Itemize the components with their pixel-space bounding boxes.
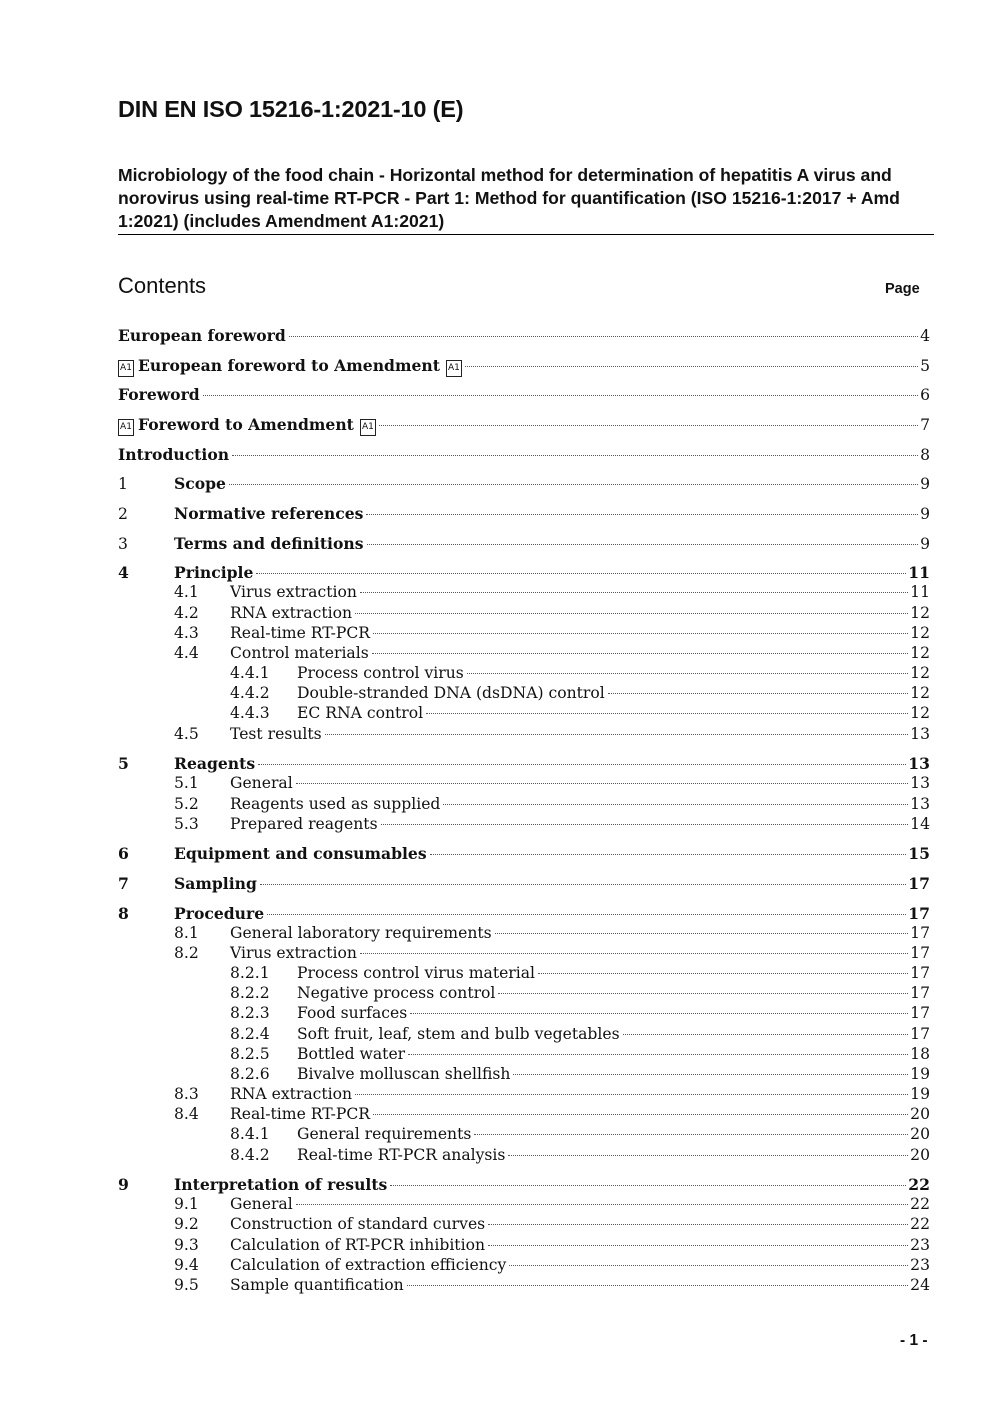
toc-leader	[258, 764, 906, 765]
toc-entry-title: General requirements	[297, 1125, 472, 1143]
toc-entry-page: 12	[910, 604, 930, 622]
toc-entry-foreword[interactable]	[118, 385, 930, 405]
toc-entry-page: 23	[910, 1236, 930, 1254]
toc-entry-section-8-2-4[interactable]	[118, 1025, 930, 1045]
toc-entry-title: Principle	[174, 563, 254, 582]
toc-entry-number: 9	[118, 1175, 129, 1194]
toc-entry-page: 9	[920, 505, 930, 523]
toc-entry-number: 8.3	[174, 1085, 199, 1103]
toc-entry-title: Virus extraction	[230, 583, 357, 601]
toc-leader	[390, 1185, 906, 1186]
toc-entry-section-9-2[interactable]	[118, 1215, 930, 1235]
toc-entry-page: 12	[910, 624, 930, 642]
toc-entry-title: Soft fruit, leaf, stem and bulb vegetables	[297, 1025, 620, 1043]
toc-entry-number: 8	[118, 904, 129, 923]
toc-entry-section-3[interactable]	[118, 534, 930, 554]
toc-entry-page: 19	[910, 1065, 930, 1083]
toc-entry-foreword-amendment[interactable]	[118, 415, 930, 435]
toc-entry-page: 9	[920, 535, 930, 553]
toc-entry-section-4-4-2[interactable]	[118, 684, 930, 704]
toc-leader	[623, 1034, 909, 1035]
toc-leader	[296, 783, 908, 784]
toc-entry-page: 19	[910, 1085, 930, 1103]
toc-leader	[508, 1155, 908, 1156]
toc-leader	[538, 973, 908, 974]
toc-entry-title: European foreword	[118, 326, 286, 345]
toc-entry-number: 4.2	[174, 604, 199, 622]
toc-entry-section-4-3[interactable]	[118, 624, 930, 644]
toc-entry-section-9-3[interactable]	[118, 1236, 930, 1256]
toc-entry-title: Construction of standard curves	[230, 1215, 486, 1233]
contents-heading: Contents	[118, 273, 207, 298]
toc-entry-page: 13	[910, 725, 930, 743]
toc-entry-title: General	[230, 1195, 293, 1213]
toc-entry-section-4-1[interactable]	[118, 583, 930, 603]
toc-entry-page: 12	[910, 664, 930, 682]
toc-entry-number: 9.1	[174, 1195, 199, 1213]
toc-entry-section-4[interactable]	[118, 563, 930, 583]
toc-leader	[488, 1245, 908, 1246]
toc-entry-number: 9.4	[174, 1256, 199, 1274]
toc-entry-number: 8.4	[174, 1105, 199, 1123]
toc-entry-number: 9.2	[174, 1215, 199, 1233]
toc-entry-title: RNA extraction	[230, 1085, 353, 1103]
toc-leader	[360, 953, 908, 954]
amendment-end-icon: A1	[446, 360, 462, 377]
toc-entry-title: Test results	[230, 725, 322, 743]
toc-entry-page: 9	[920, 475, 930, 493]
toc-entry-number: 8.2.3	[230, 1004, 270, 1022]
toc-entry-number: 6	[118, 844, 129, 863]
toc-entry-number: 5.1	[174, 774, 199, 792]
toc-leader	[488, 1224, 908, 1225]
toc-entry-title: Reagents	[174, 754, 256, 773]
toc-entry-number: 5	[118, 754, 129, 773]
toc-entry-title: Process control virus	[297, 664, 464, 682]
toc-entry-title: Process control virus material	[297, 964, 536, 982]
toc-entry-title: Scope	[174, 474, 226, 493]
toc-entry-section-2[interactable]	[118, 504, 930, 524]
toc-entry-number: 8.2.2	[230, 984, 270, 1002]
toc-leader	[495, 933, 909, 934]
toc-entry-title: Sampling	[174, 874, 257, 893]
toc-leader	[260, 884, 906, 885]
toc-entry-section-7[interactable]	[118, 874, 930, 894]
toc-entry-page: 24	[910, 1276, 930, 1294]
toc-entry-section-5-3[interactable]	[118, 815, 930, 835]
toc-entry-number: 5.2	[174, 795, 199, 813]
toc-entry-section-5[interactable]	[118, 754, 930, 774]
toc-leader	[381, 824, 909, 825]
toc-entry-title: Normative references	[174, 504, 364, 523]
toc-entry-page: 17	[910, 944, 930, 962]
toc-entry-number: 4	[118, 563, 129, 582]
toc-leader	[467, 673, 908, 674]
toc-entry-title: Terms and definitions	[174, 534, 364, 553]
toc-entry-title: Bivalve molluscan shellfish	[297, 1065, 511, 1083]
toc-leader	[410, 1013, 908, 1014]
toc-entry-section-8-2-3[interactable]	[118, 1004, 930, 1024]
toc-entry-page: 7	[920, 416, 930, 434]
toc-leader	[203, 395, 918, 396]
page-column-heading: Page	[885, 281, 920, 297]
toc-leader	[267, 914, 906, 915]
toc-entry-number: 8.2.4	[230, 1025, 270, 1043]
toc-entry-title: Equipment and consumables	[174, 844, 427, 863]
toc-entry-page: 18	[910, 1045, 930, 1063]
toc-entry-title: Reagents used as supplied	[230, 795, 441, 813]
toc-entry-title: Calculation of extraction efficiency	[230, 1256, 507, 1274]
toc-entry-number: 5.3	[174, 815, 199, 833]
toc-entry-section-8-2-2[interactable]	[118, 984, 930, 1004]
toc-entry-page: 17	[908, 904, 930, 923]
document-subtitle: Microbiology of the food chain - Horizontal method for determination of hepatitis A virus and norovirus using real-time RT-PCR - Part 1: Method for quantification (ISO 15216-1:2017 + Amd 1:2021) (includes Amendment A1:2021)	[118, 164, 934, 235]
toc-entry-section-8-2-1[interactable]	[118, 964, 930, 984]
toc-entry-page: 12	[910, 644, 930, 662]
toc-entry-page: 20	[910, 1105, 930, 1123]
toc-entry-european-foreword[interactable]	[118, 326, 930, 346]
toc-entry-title: Foreword to Amendment	[138, 415, 354, 434]
toc-entry-title: Sample quantification	[230, 1276, 404, 1294]
toc-entry-page: 17	[910, 984, 930, 1002]
toc-entry-page: 20	[910, 1125, 930, 1143]
toc-leader	[608, 693, 908, 694]
toc-entry-number: 4.1	[174, 583, 199, 601]
toc-entry-page: 12	[910, 684, 930, 702]
toc-leader	[372, 653, 908, 654]
toc-entry-section-9-1[interactable]	[118, 1195, 930, 1215]
toc-entry-european-foreword-amendment[interactable]	[118, 356, 930, 376]
toc-entry-number: 8.4.2	[230, 1146, 270, 1164]
toc-entry-number: 7	[118, 874, 129, 893]
toc-leader	[379, 425, 918, 426]
toc-entry-title: Interpretation of results	[174, 1175, 388, 1194]
toc-entry-page: 15	[908, 844, 930, 863]
toc-entry-page: 13	[908, 754, 930, 773]
toc-entry-page: 5	[920, 357, 930, 375]
toc-entry-page: 13	[910, 795, 930, 813]
toc-leader	[373, 633, 908, 634]
toc-entry-page: 14	[910, 815, 930, 833]
amendment-start-icon: A1	[118, 419, 134, 436]
toc-entry-title: Negative process control	[297, 984, 496, 1002]
toc-entry-section-4-4[interactable]	[118, 644, 930, 664]
toc-entry-section-8-2-5[interactable]	[118, 1045, 930, 1065]
toc-entry-title: RNA extraction	[230, 604, 353, 622]
toc-entry-number: 9.5	[174, 1276, 199, 1294]
toc-entry-title: Introduction	[118, 445, 230, 464]
toc-entry-number: 4.5	[174, 725, 199, 743]
toc-entry-title: Foreword	[118, 385, 200, 404]
toc-entry-page: 4	[920, 327, 930, 345]
toc-entry-number: 8.2.5	[230, 1045, 270, 1063]
toc-entry-number: 4.4.1	[230, 664, 270, 682]
toc-leader	[366, 514, 918, 515]
toc-entry-title: Food surfaces	[297, 1004, 408, 1022]
toc-leader	[509, 1265, 908, 1266]
toc-entry-page: 11	[910, 583, 930, 601]
toc-entry-section-1[interactable]	[118, 474, 930, 494]
toc-leader	[256, 573, 906, 574]
toc-entry-section-8-2[interactable]	[118, 944, 930, 964]
toc-leader	[513, 1074, 908, 1075]
toc-entry-page: 17	[910, 1025, 930, 1043]
toc-entry-number: 8.2	[174, 944, 199, 962]
toc-leader	[360, 592, 908, 593]
toc-leader	[296, 1204, 908, 1205]
toc-leader	[289, 336, 918, 337]
toc-entry-section-8-4[interactable]	[118, 1105, 930, 1125]
toc-entry-page: 13	[910, 774, 930, 792]
toc-entry-number: 4.4.3	[230, 704, 270, 722]
toc-leader	[443, 804, 908, 805]
toc-entry-title: General	[230, 774, 293, 792]
toc-entry-number: 8.1	[174, 924, 199, 942]
toc-leader	[229, 484, 918, 485]
toc-leader	[232, 455, 918, 456]
toc-entry-page: 11	[908, 563, 930, 582]
toc-leader	[355, 1094, 908, 1095]
toc-entry-page: 17	[910, 964, 930, 982]
toc-entry-page: 12	[910, 704, 930, 722]
page-number: - 1 -	[900, 1332, 928, 1349]
toc-entry-section-8-4-1[interactable]	[118, 1125, 930, 1145]
toc-entry-page: 17	[908, 874, 930, 893]
toc-entry-number: 1	[118, 475, 128, 493]
toc-entry-section-5-1[interactable]	[118, 774, 930, 794]
toc-entry-page: 22	[910, 1195, 930, 1213]
toc-entry-number: 4.3	[174, 624, 199, 642]
toc-entry-number: 8.2.1	[230, 964, 270, 982]
toc-leader	[355, 613, 908, 614]
toc-leader	[498, 993, 908, 994]
toc-entry-section-5-2[interactable]	[118, 795, 930, 815]
toc-entry-page: 22	[908, 1175, 930, 1194]
toc-entry-title: Control materials	[230, 644, 369, 662]
toc-entry-section-8-1[interactable]	[118, 924, 930, 944]
toc-entry-title: Real-time RT-PCR analysis	[297, 1146, 506, 1164]
toc-entry-section-8-3[interactable]	[118, 1085, 930, 1105]
toc-entry-section-4-5[interactable]	[118, 725, 930, 745]
amendment-end-icon: A1	[360, 419, 376, 436]
toc-leader	[408, 1054, 908, 1055]
toc-entry-page: 23	[910, 1256, 930, 1274]
toc-leader	[325, 734, 909, 735]
toc-entry-section-4-4-1[interactable]	[118, 664, 930, 684]
toc-entry-title: Real-time RT-PCR	[230, 624, 371, 642]
toc-entry-number: 3	[118, 535, 128, 553]
amendment-start-icon: A1	[118, 360, 134, 377]
toc-entry-number: 9.3	[174, 1236, 199, 1254]
toc-entry-section-9[interactable]	[118, 1175, 930, 1195]
toc-entry-title: Calculation of RT-PCR inhibition	[230, 1236, 485, 1254]
toc-entry-title: EC RNA control	[297, 704, 424, 722]
toc-entry-title: Virus extraction	[230, 944, 357, 962]
toc-leader	[430, 854, 907, 855]
toc-entry-number: 4.4	[174, 644, 199, 662]
toc-entry-page: 8	[920, 446, 930, 464]
toc-entry-section-8-2-6[interactable]	[118, 1065, 930, 1085]
toc-entry-title: Procedure	[174, 904, 265, 923]
toc-entry-title: Bottled water	[297, 1045, 406, 1063]
toc-entry-section-9-4[interactable]	[118, 1256, 930, 1276]
toc-entry-page: 22	[910, 1215, 930, 1233]
toc-entry-page: 17	[910, 1004, 930, 1022]
toc-entry-section-4-4-3[interactable]	[118, 704, 930, 724]
document-title: DIN EN ISO 15216-1:2021-10 (E)	[118, 96, 464, 122]
toc-entry-number: 4.4.2	[230, 684, 270, 702]
toc-entry-number: 8.4.1	[230, 1125, 270, 1143]
toc-entry-introduction[interactable]	[118, 445, 930, 465]
toc-entry-page: 6	[920, 386, 930, 404]
toc-leader	[426, 713, 908, 714]
toc-entry-number: 8.2.6	[230, 1065, 270, 1083]
toc-leader	[407, 1285, 909, 1286]
toc-entry-page: 20	[910, 1146, 930, 1164]
toc-entry-title: Real-time RT-PCR	[230, 1105, 371, 1123]
toc-entry-title: Double-stranded DNA (dsDNA) control	[297, 684, 605, 702]
toc-entry-section-6[interactable]	[118, 844, 930, 864]
toc-entry-title: Prepared reagents	[230, 815, 378, 833]
toc-entry-title: General laboratory requirements	[230, 924, 492, 942]
toc-leader	[373, 1114, 908, 1115]
toc-entry-section-8-4-2[interactable]	[118, 1146, 930, 1166]
toc-leader	[367, 544, 919, 545]
toc-leader	[474, 1134, 908, 1135]
toc-leader	[465, 366, 918, 367]
toc-entry-section-9-5[interactable]	[118, 1276, 930, 1296]
toc-entry-page: 17	[910, 924, 930, 942]
toc-entry-section-4-2[interactable]	[118, 604, 930, 624]
toc-entry-title: European foreword to Amendment	[138, 356, 440, 375]
toc-entry-number: 2	[118, 505, 128, 523]
toc-entry-section-8[interactable]	[118, 904, 930, 924]
